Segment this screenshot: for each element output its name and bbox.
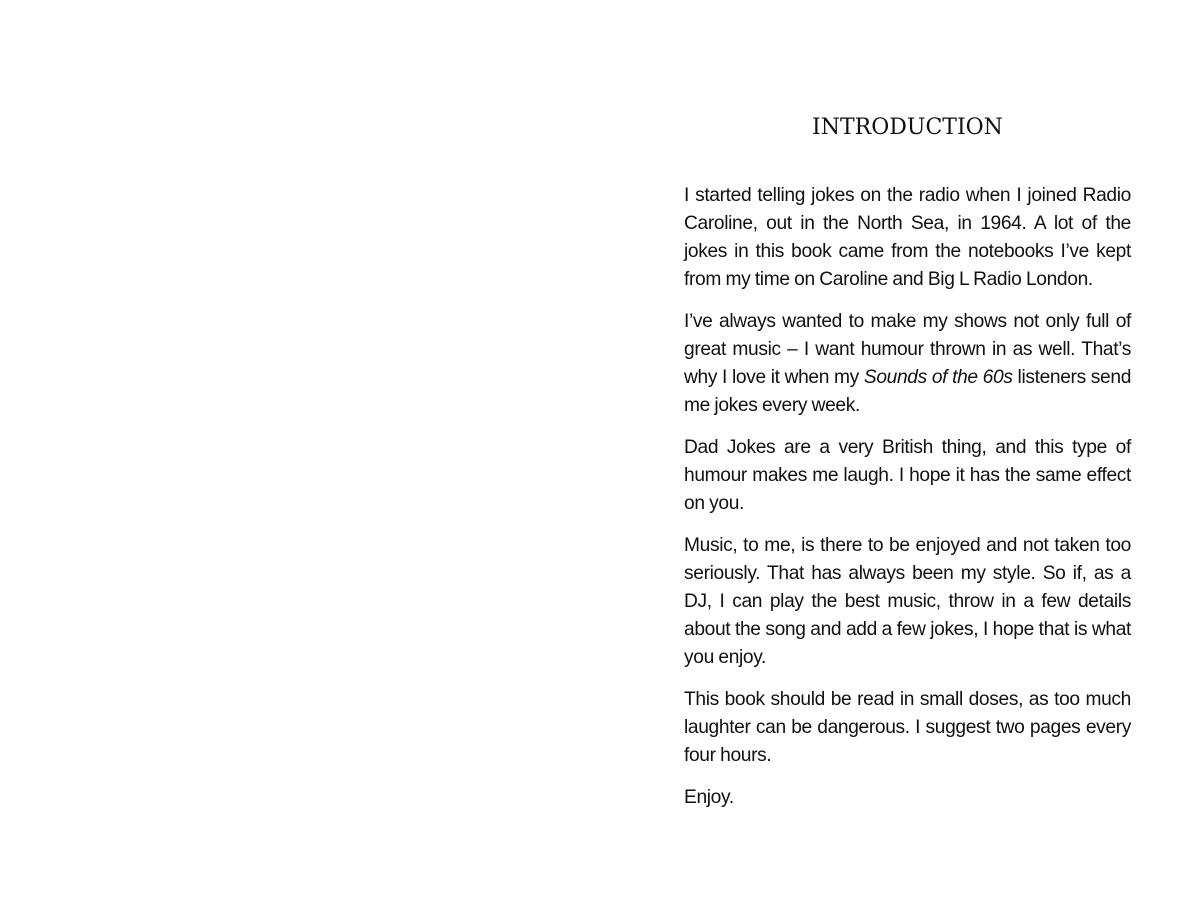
paragraph-3: Dad Jokes are a very British thing, and this type of humour makes me laugh. I hope it has the same effect on you. [684, 437, 1131, 514]
show-title-italic: Sounds of the 60s [863, 367, 1013, 388]
chapter-title: INTRODUCTION [812, 115, 1003, 140]
paragraph-2-tail: listeners send me jokes every week. [684, 367, 1132, 416]
introduction-body [684, 182, 1131, 826]
paragraph-6: Enjoy. [684, 787, 734, 808]
paragraph-1: I started telling jokes on the radio when I joined Radio Caroline, out in the North Sea, in 1964. A lot of the jokes in this book came from the notebooks I’ve kept from my time on Caroline and Big L Radio London. [684, 185, 1131, 290]
paragraph-2-lead: I’ve always wanted to make my shows not only full of great music – I want humour thrown in as well. That’s why I love it when my [684, 311, 1131, 388]
paragraph-2 [684, 308, 1131, 420]
right-page [600, 0, 1200, 921]
paragraph-4: Music, to me, is there to be enjoyed and not taken too seriously. That has always been my style. So if, as a DJ, I can play the best music, throw in a few details about the song and add a few jokes, I hope that is what you enjoy. [684, 535, 1131, 668]
paragraph-5: This book should be read in small doses, as too much laughter can be dangerous. I suggest two pages every four hours. [684, 689, 1131, 766]
